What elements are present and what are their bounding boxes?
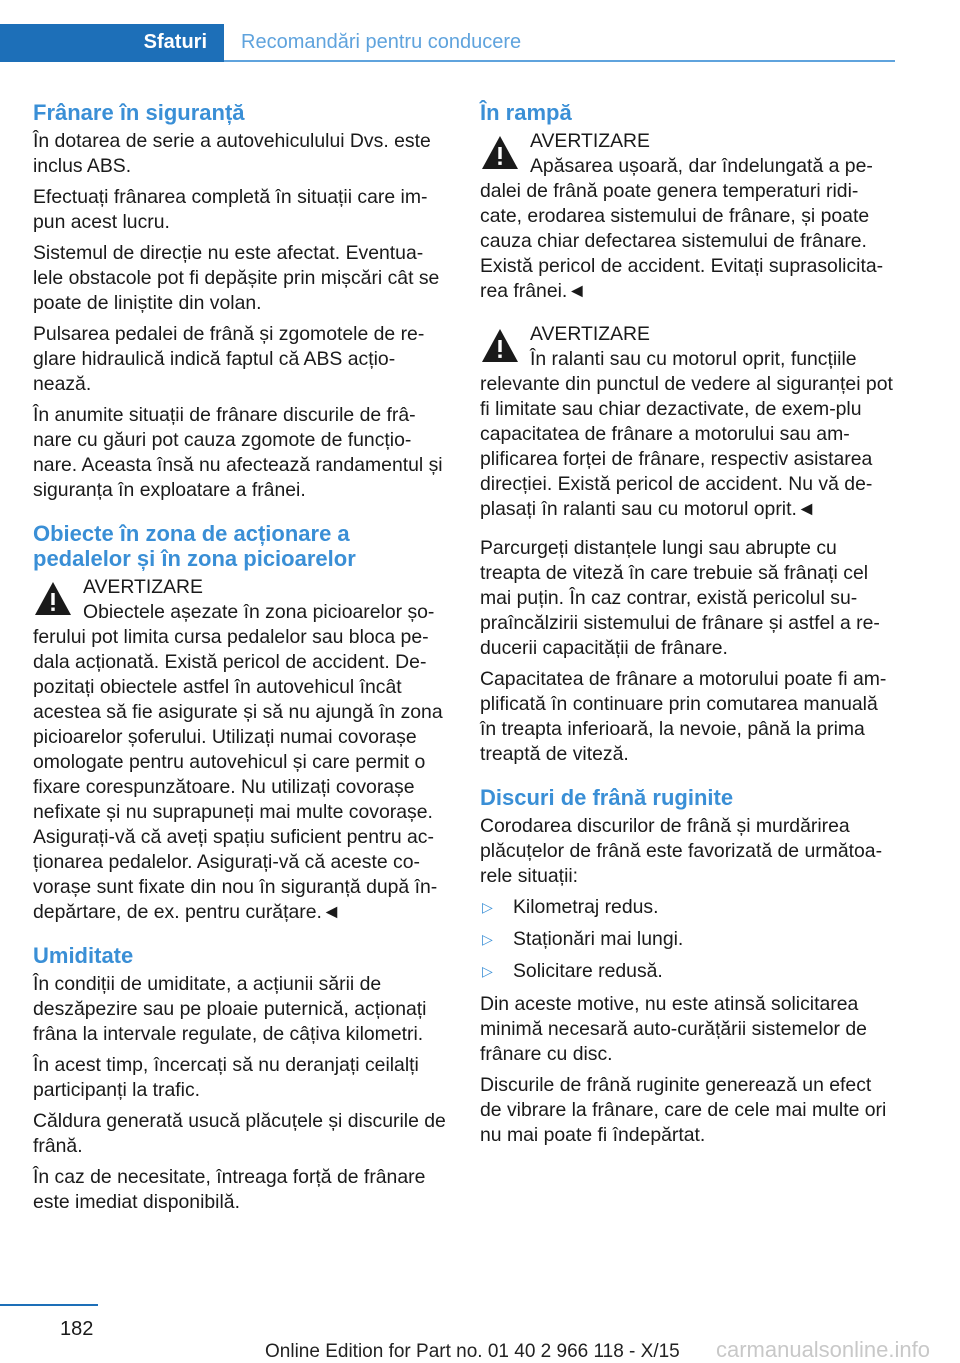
paragraph: În dotarea de serie a autovehiculului Dvs. este inclus ABS. (33, 130, 431, 177)
paragraph: Corodarea discurilor de frână și murdărirea plăcuțelor de frână este favorizată de următoa-rele situații: (480, 815, 883, 887)
list-item: ▷ Staționări mai lungi. (482, 928, 684, 950)
warning-triangle-icon (33, 579, 73, 619)
heading-humidity: Umiditate (33, 943, 134, 968)
triangle-bullet-icon: ▷ (482, 931, 493, 947)
paragraph: În condiții de umiditate, a acțiunii sării de deszăpezire sau pe ploaie puternică, acționați frâna la intervale regulate, de câțiva kilometri. (33, 973, 427, 1045)
paragraph: Discurile de frână ruginite generează un efect de vibrare la frânare, care de cele mai multe ori nu mai poate fi îndepărtat. (480, 1074, 887, 1146)
chapter-tab[interactable] (0, 24, 224, 62)
left-column (33, 100, 447, 1221)
page-header (0, 24, 895, 62)
paragraph: În anumite situații de frânare discurile de frâ-nare cu găuri pot cauza zgomote de funcțio-nare. Aceasta însă nu afectează randamentul și siguranța în exploatare a frânei. (33, 404, 443, 501)
warning-text: Obiectele așezate în zona picioarelor șo-ferului pot limita cursa pedalelor sau bloca pe-dala acționată. Există pericol de accident. De-pozitați obiectele astfel în autovehicul încât acestea să fie asigurate și să nu ajungă în zona picioarelor șoferului. Utilizați numai covorașe omologate pentru autovehicul și care permit o fixare corespunzătoare. Nu utilizați covorașe nefixate și nu suprapuneți mai multe covorașe. Asigurați-vă că aveți spațiu suficient pentru ac-ționarea pedalelor. Asigurați-vă că aceste co-vorașe sunt fixate din nou în siguranță după în-depărtare, de ex. pentru curățare.◄ (33, 601, 443, 923)
warning-title: AVERTIZARE (83, 576, 203, 598)
triangle-bullet-icon: ▷ (482, 899, 493, 915)
list-item: ▷ Solicitare redusă. (482, 960, 663, 982)
heading-braking: Frânare în siguranță (33, 100, 245, 125)
list-item: ▷ Kilometraj redus. (482, 896, 659, 918)
paragraph: Efectuați frânarea completă în situații care im-pun acest lucru. (33, 186, 428, 233)
warning-block (480, 322, 896, 522)
edition-note: Online Edition for Part no. 01 40 2 966 118 - X/15 (265, 1341, 680, 1362)
triangle-bullet-icon: ▷ (482, 963, 493, 979)
paragraph: Din aceste motive, nu este atinsă solicitarea minimă necesară auto-curățării sistemelor de frânare cu disc. (480, 993, 867, 1065)
heading-slope: În rampă (480, 100, 572, 125)
header-rule (224, 60, 895, 62)
paragraph: În caz de necesitate, întreaga forță de frânare este imediat disponibilă. (33, 1166, 426, 1213)
paragraph: Sistemul de direcție nu este afectat. Eventua-lele obstacole pot fi depășite prin mișcări cât se poate de liniștite din volan. (33, 242, 440, 314)
warning-triangle-icon (480, 133, 520, 173)
chapter-tab-label: Sfaturi (143, 31, 207, 53)
section-title: Recomandări pentru conducere (241, 31, 522, 53)
right-column (480, 100, 896, 1154)
warning-title: AVERTIZARE (530, 323, 650, 345)
warning-triangle-icon (480, 326, 520, 366)
warning-block (33, 575, 447, 925)
heading-objects: Obiecte în zona de acționare a pedalelor și în zona picioarelor (33, 521, 356, 571)
paragraph: În acest timp, încercați să nu deranjați ceilalți participanți la trafic. (33, 1054, 419, 1101)
warning-block (480, 129, 896, 304)
heading-rusty-discs: Discuri de frână ruginite (480, 785, 734, 810)
page-number: 182 (60, 1318, 94, 1340)
warning-title: AVERTIZARE (530, 130, 650, 152)
paragraph: Capacitatea de frânare a motorului poate fi am-plificată în continuare prin comutarea manuală în treapta inferioară, la nevoie, până la prima treaptă de viteză. (480, 668, 887, 765)
warning-text: Apăsarea ușoară, dar îndelungată a pe-dalei de frână poate genera temperaturi ridi-cate, erodarea sistemului de frânare, și poate cauza chiar defectarea sistemului de frânare. Există pericol de accident. Evitați suprasolicita-rea frânei.◄ (480, 155, 884, 302)
watermark: carmanualsonline.info (715, 1337, 930, 1362)
conditions-list (480, 895, 896, 984)
paragraph: Pulsarea pedalei de frână și zgomotele de re-glare hidraulică indică faptul că ABS acțio-nează. (33, 323, 425, 395)
paragraph: Parcurgeți distanțele lungi sau abrupte cu treapta de viteză în care trebuie să frânați cel mai puțin. În caz contrar, există pericolul su-praîncălzirii sistemului de frânare și astfel a re-ducerii capacității de frânare. (480, 537, 880, 659)
warning-text: În ralanti sau cu motorul oprit, funcțiile relevante din punctul de vedere al siguranței pot fi limitate sau chiar dezactivate, de exem-plu capacitatea de frânare a motorului sau am-plificarea forței de frânare, respectiv asistarea direcției. Există pericol de accident. Nu vă de-plasați în ralanti sau cu motorul oprit.◄ (480, 348, 893, 520)
footer-rule (0, 1304, 98, 1306)
paragraph: Căldura generată usucă plăcuțele și discurile de frână. (33, 1110, 446, 1157)
